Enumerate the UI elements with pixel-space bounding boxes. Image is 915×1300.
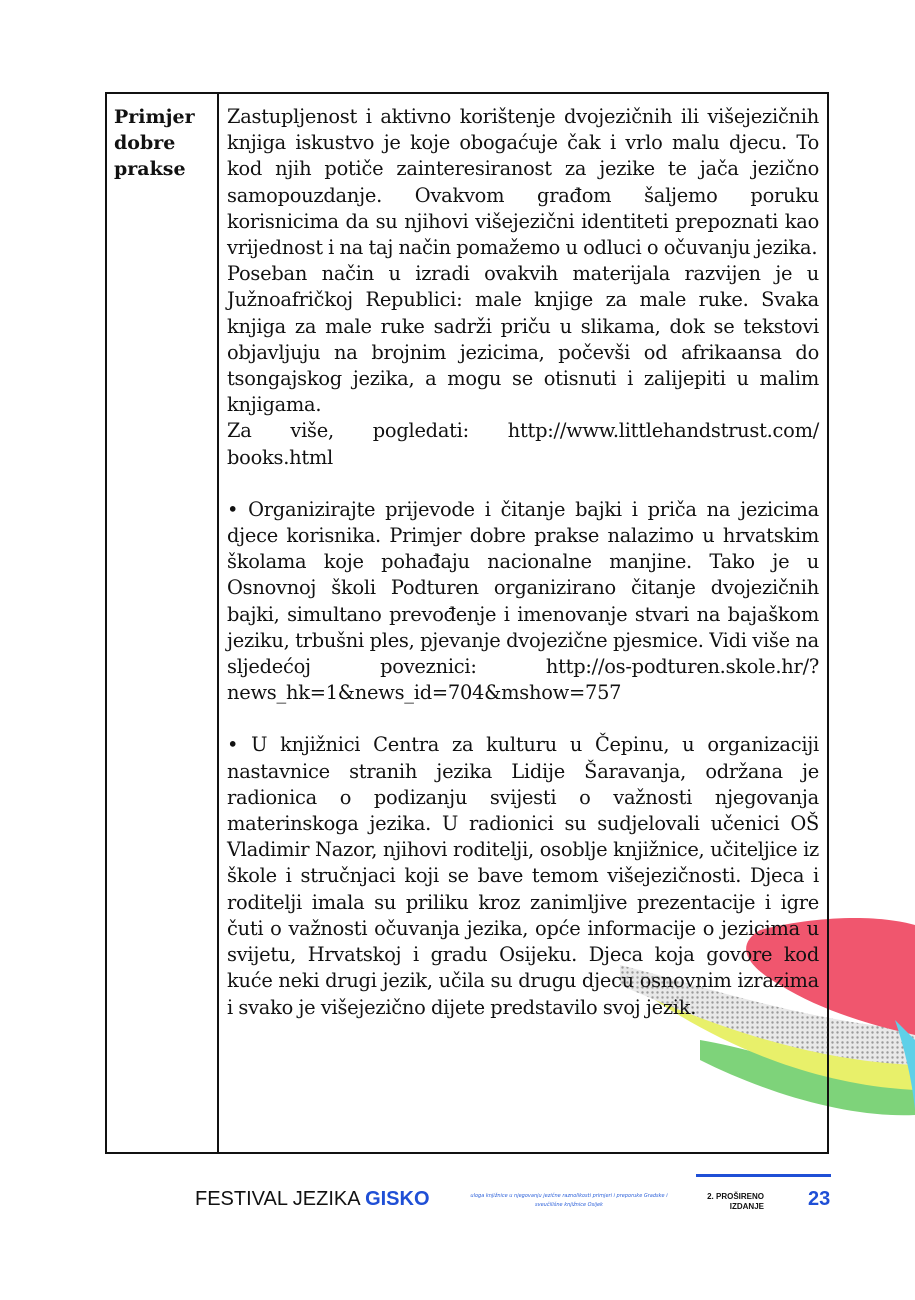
footer-title	[195, 1188, 430, 1211]
paragraph-cepin-library: • U knjižnici Centra za kulturu u Čepinu, u organizaciji nastavnice stranih jezika Lidije Šaravanja, održana je radionica o podizanju svijesti o važnosti njegovanja materinskoga jezika. U radionici su sudjelovali učenici OŠ Vladimir Nazor, njihovi roditelji, osoblje knjižnice, učiteljice iz škole i stručnjaci koji se bave temom višejezičnosti. Djeca i roditelji imala su priliku kroz zanimljive prezentacije i igre čuti o važnosti očuvanja jezika, opće informacije o jezicima u svijetu, Hrvatskoj i gradu Osijeku. Djeca koja govore kod kuće neki drugi jezik, učila su drugu djecu osnovnim izrazima i svako je višejezično dijete predstavilo svoj jezik.	[227, 733, 819, 1019]
paragraph-south-africa: Poseban način u izradi ovakvih materijala razvijen je u Južnoafričkoj Republici: male knjige za male ruke. Svaka knjiga za male ruke sadrži priču u slikama, dok se tekstovi objavljuju na brojnim jezicima, počevši od afrikaansa do tsongajskog jezika, a mogu se otisnuti i zalijepiti u malim knjigama.	[227, 262, 819, 417]
page-number: 23	[808, 1188, 831, 1210]
footer-tagline: uloga knjižnice u njegovanju jezične raznolikosti primjeri i preporuke Gradske i sveučilišne knjižnice Osijek	[470, 1193, 668, 1208]
paragraph-intro: Zastupljenost i aktivno korištenje dvojezičnih ili višejezičnih knjiga iskustvo je koje obogaćuje čak i vrlo malu djecu. To kod njih potiče zainteresiranost za jezike te jača jezično samopouzdanje. Ovakvom građom šaljemo poruku korisnicima da su njihovi višejezični identiteti prepoznati kao vrijednost i na taj način pomažemo u odluci o očuvanju jezika.	[227, 105, 819, 260]
edition-divider	[696, 1174, 831, 1177]
footer-edition: 2. PROŠIRENO IZDANJE	[707, 1192, 764, 1211]
table-content-cell	[219, 94, 827, 1152]
paragraph-more-link: Za više, pogledati: http://www.littlehandstrust.com/ books.html	[227, 419, 819, 469]
footer-title-prefix: FESTIVAL JEZIKA	[195, 1188, 366, 1210]
good-practice-table	[105, 92, 829, 1154]
paragraph-translations: • Organizirajte prijevode i čitanje bajki i priča na jezicima djece korisnika. Primjer dobre prakse nalazimo u hrvatskim školama koje pohađaju nacionalne manjine. Tako je u Osnovnoj školi Podturen organizirano čitanje dvojezičnih bajki, simultano prevođenje i imenovanje stvari na bajaškom jeziku, trbušni ples, pjevanje dvojezične pjesmice. Vidi više na sljedećoj poveznici: http://os-podturen.skole.hr/?news_hk=1&news_id=704&mshow=757	[227, 497, 819, 705]
table-label-cell	[107, 94, 219, 1152]
footer-title-accent: GISKO	[365, 1188, 430, 1210]
table-label: Primjer dobre prakse	[114, 106, 195, 180]
